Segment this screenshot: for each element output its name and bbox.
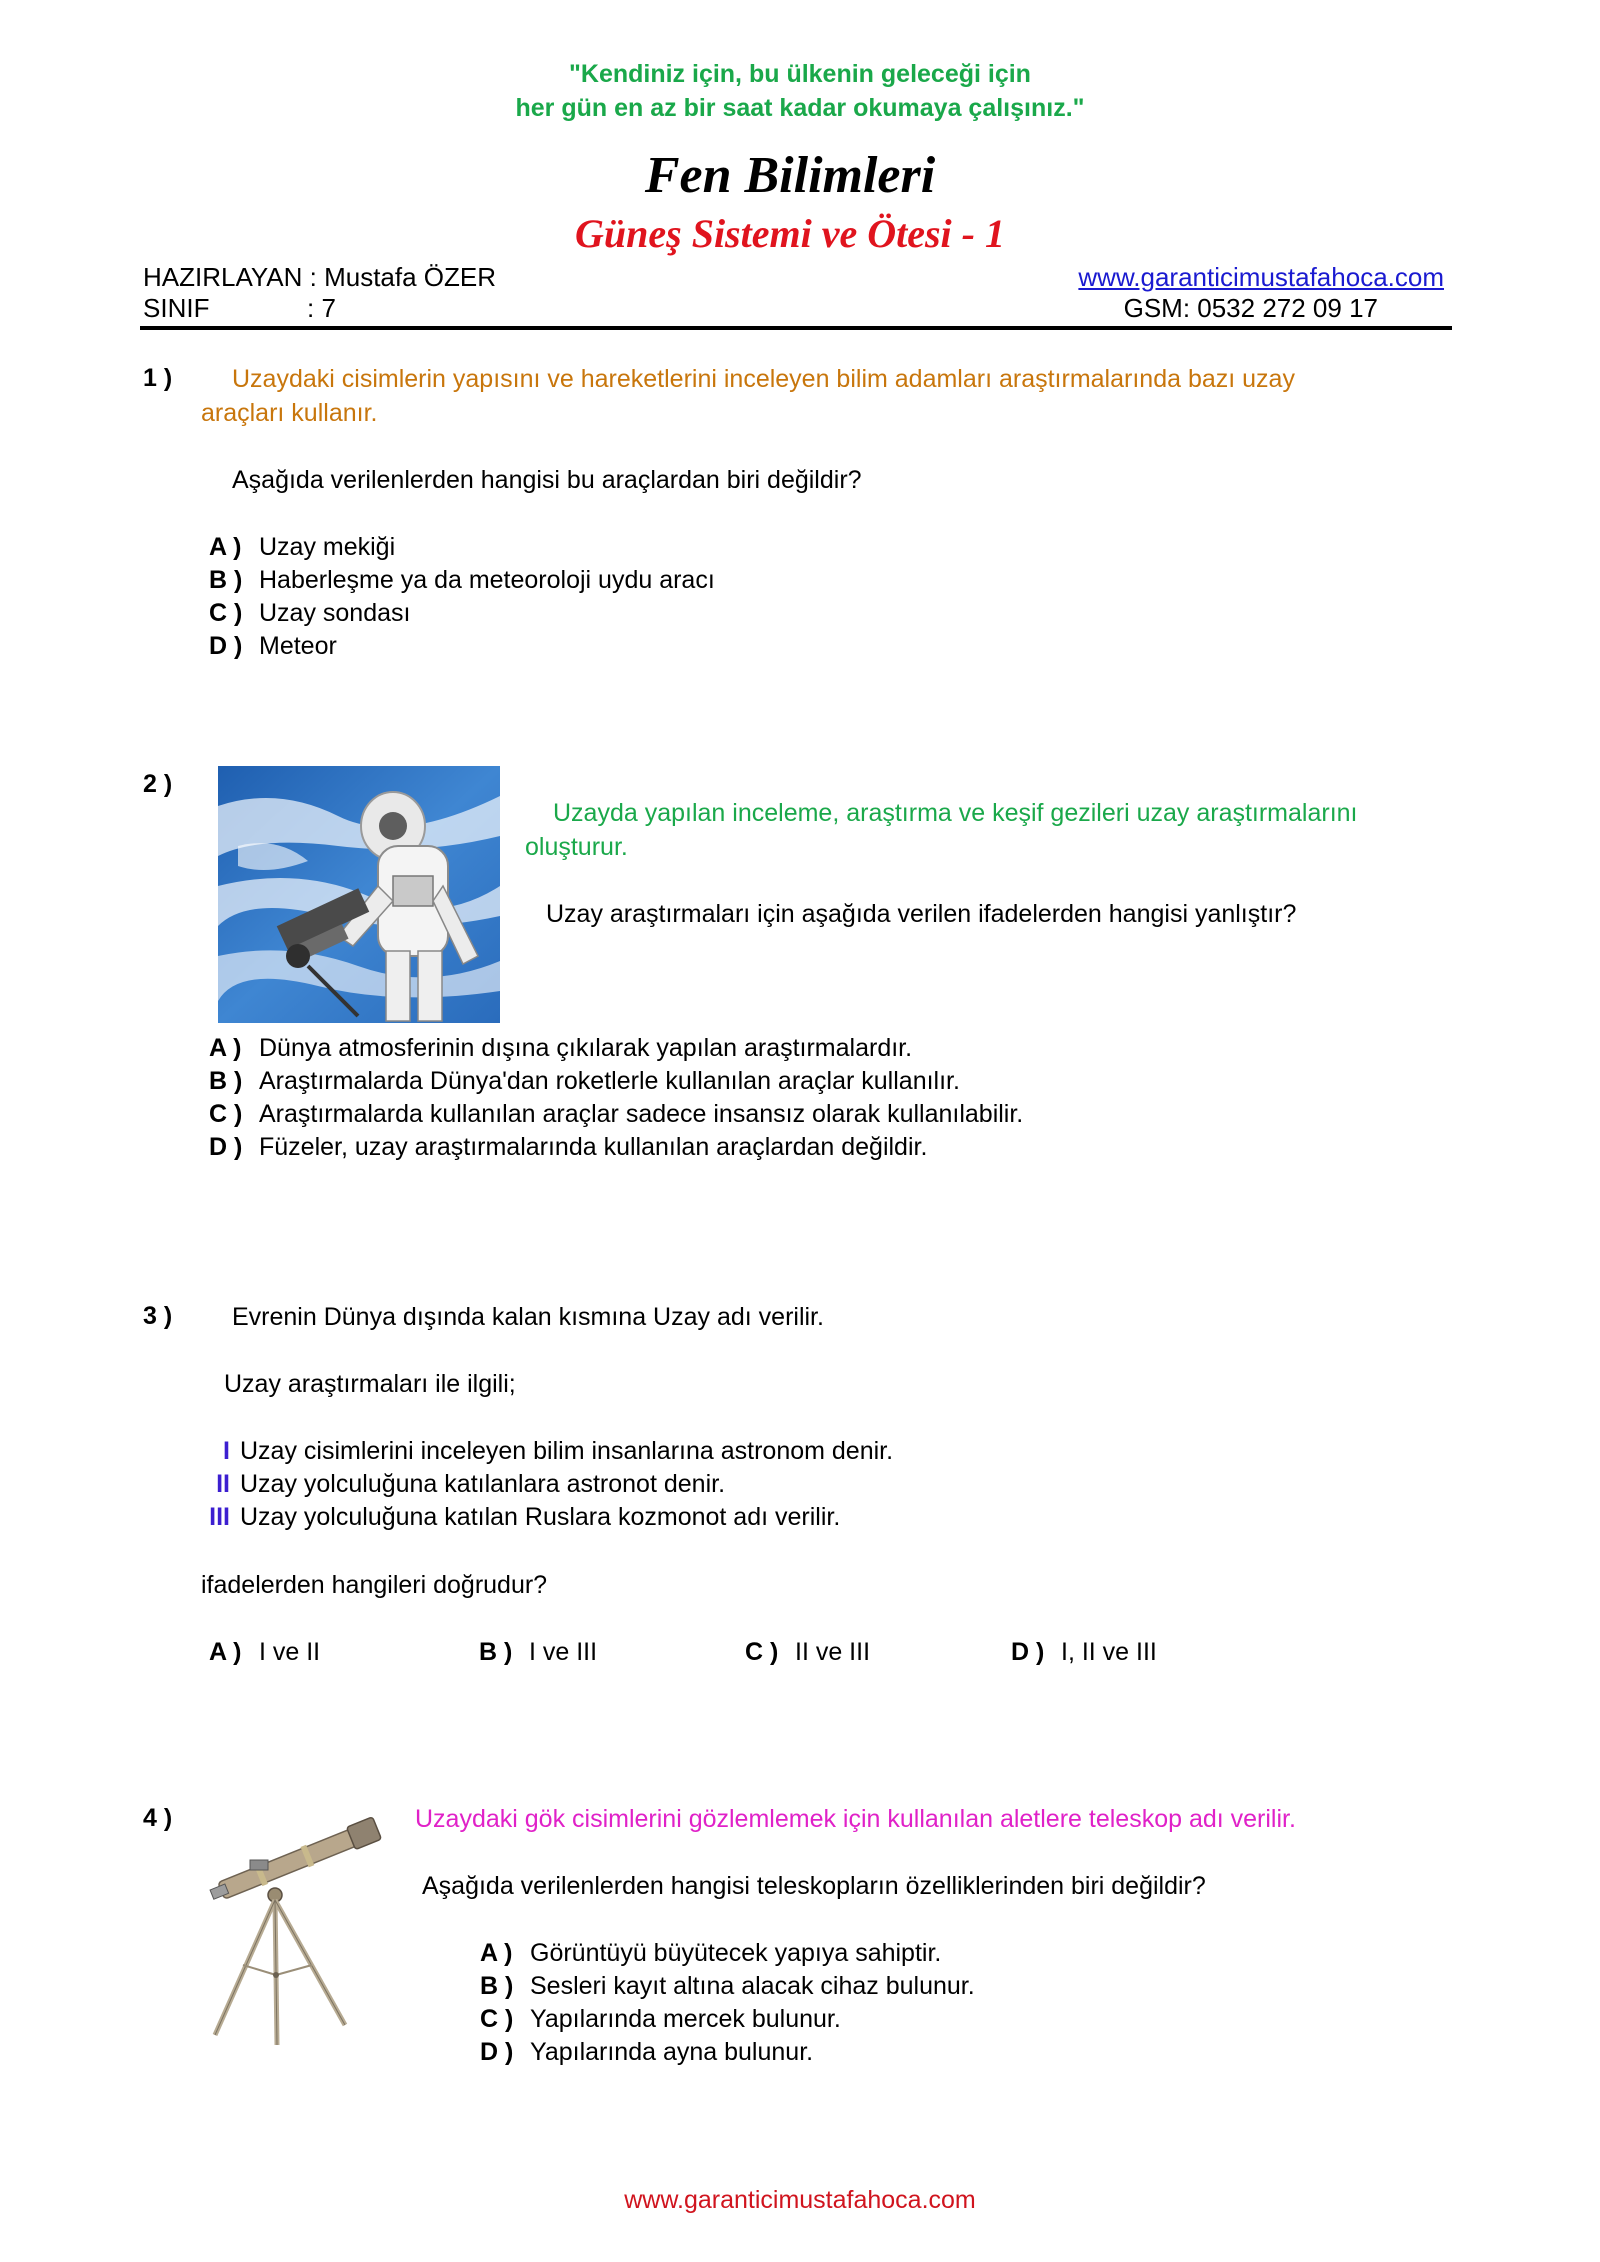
option-c[interactable] — [209, 1098, 1023, 1131]
question-4-options — [480, 1937, 975, 2069]
option-text: Sesleri kayıt altına alacak cihaz bulunur. — [530, 1972, 975, 2000]
roman-numeral: II — [216, 1470, 230, 1498]
author-label: HAZIRLAYAN : Mustafa ÖZER — [143, 262, 497, 292]
page-subtitle: Güneş Sistemi ve Ötesi - 1 — [575, 211, 1005, 256]
question-3-option-c[interactable] — [745, 1636, 870, 1669]
option-a[interactable] — [209, 1032, 1023, 1065]
option-text: Meteor — [259, 632, 337, 660]
option-letter: A ) — [209, 1638, 242, 1666]
footer-website[interactable]: www.garanticimustafahoca.com — [624, 2186, 976, 2214]
header-divider — [140, 326, 1452, 330]
option-b[interactable] — [209, 1065, 1023, 1098]
class-label: SINIF — [143, 293, 210, 323]
question-1-text: Aşağıda verilenlerden hangisi bu araçlardan biri değildir? — [232, 466, 862, 494]
option-text: Görüntüyü büyütecek yapıya sahiptir. — [530, 1939, 942, 1967]
option-letter: B ) — [480, 1972, 514, 2000]
option-text: Araştırmalarda Dünya'dan roketlerle kullanılan araçlar kullanılır. — [259, 1067, 960, 1095]
gsm-number: GSM: 0532 272 09 17 — [1123, 293, 1378, 323]
question-2-text: Uzay araştırmaları için aşağıda verilen ifadelerden hangisi yanlıştır? — [546, 900, 1297, 928]
option-text: Uzay mekiği — [259, 533, 396, 561]
question-4-text: Aşağıda verilenlerden hangisi teleskopların özelliklerinden biri değildir? — [422, 1872, 1206, 1900]
option-text: Haberleşme ya da meteoroloji uydu aracı — [259, 566, 715, 594]
option-text: II ve III — [795, 1638, 871, 1666]
option-text: I ve III — [529, 1638, 598, 1666]
option-letter: A ) — [209, 1034, 242, 1062]
option-letter: B ) — [479, 1638, 513, 1666]
option-text: Yapılarında mercek bulunur. — [530, 2005, 841, 2033]
option-letter: D ) — [209, 632, 243, 660]
motto-line-1: "Kendiniz için, bu ülkenin geleceği için — [569, 60, 1031, 88]
class-value: : 7 — [307, 293, 336, 323]
option-letter: D ) — [209, 1133, 243, 1161]
option-c[interactable] — [480, 2003, 975, 2036]
question-2-intro-line-1: Uzayda yapılan inceleme, araştırma ve keşif gezileri uzay araştırmalarını — [553, 799, 1358, 827]
roman-numeral: I — [223, 1437, 230, 1465]
option-b[interactable] — [209, 564, 715, 597]
option-c[interactable] — [209, 597, 715, 630]
option-letter: D ) — [1011, 1638, 1045, 1666]
statement-text: Uzay yolculuğuna katılanlara astronot denir. — [240, 1470, 726, 1498]
option-letter: C ) — [209, 1100, 243, 1128]
option-letter: B ) — [209, 566, 243, 594]
question-1-options — [209, 531, 715, 663]
option-letter: C ) — [480, 2005, 514, 2033]
question-3-option-d[interactable] — [1011, 1636, 1157, 1669]
option-text: Füzeler, uzay araştırmalarında kullanılan araçlardan değildir. — [259, 1133, 928, 1161]
option-d[interactable] — [209, 1131, 1023, 1164]
question-2-intro-line-2: oluşturur. — [525, 833, 628, 861]
option-letter: D ) — [480, 2038, 514, 2066]
option-letter: C ) — [745, 1638, 779, 1666]
option-letter: A ) — [480, 1939, 513, 1967]
question-1-intro-line-2: araçları kullanır. — [201, 399, 378, 427]
question-3-text: ifadelerden hangileri doğrudur? — [201, 1571, 548, 1599]
question-1-number: 1 ) — [143, 364, 173, 392]
question-3-option-b[interactable] — [479, 1636, 597, 1669]
statement-text: Uzay cisimlerini inceleyen bilim insanlarına astronom denir. — [240, 1437, 894, 1465]
question-3-option-a[interactable] — [209, 1636, 320, 1669]
option-d[interactable] — [480, 2036, 975, 2069]
option-text: Yapılarında ayna bulunur. — [530, 2038, 814, 2066]
question-3-lead: Uzay araştırmaları ile ilgili; — [224, 1370, 516, 1398]
question-3-statements — [180, 1435, 893, 1534]
question-1-intro-line-1: Uzaydaki cisimlerin yapısını ve hareketlerini inceleyen bilim adamları araştırmalarında bazı uzay — [232, 365, 1295, 393]
question-2-options — [209, 1032, 1023, 1164]
astronaut-image — [218, 766, 500, 1023]
question-4-intro: Uzaydaki gök cisimlerini gözlemlemek için kullanılan aletlere teleskop adı verilir. — [415, 1805, 1296, 1833]
question-2-number: 2 ) — [143, 770, 173, 798]
roman-numeral: III — [209, 1503, 230, 1531]
option-d[interactable] — [209, 630, 715, 663]
website-link[interactable]: www.garanticimustafahoca.com — [1078, 262, 1444, 292]
statement-ii — [180, 1468, 893, 1501]
telescope-image — [195, 1800, 395, 2050]
question-3-number: 3 ) — [143, 1302, 173, 1330]
option-a[interactable] — [480, 1937, 975, 1970]
option-text: I, II ve III — [1061, 1638, 1157, 1666]
option-letter: B ) — [209, 1067, 243, 1095]
motto-line-2: her gün en az bir saat kadar okumaya çalışınız." — [515, 94, 1085, 122]
option-letter: A ) — [209, 533, 242, 561]
option-text: Araştırmalarda kullanılan araçlar sadece insansız olarak kullanılabilir. — [259, 1100, 1024, 1128]
option-text: Dünya atmosferinin dışına çıkılarak yapılan araştırmalardır. — [259, 1034, 913, 1062]
option-text: Uzay sondası — [259, 599, 411, 627]
option-b[interactable] — [480, 1970, 975, 2003]
statement-text: Uzay yolculuğuna katılan Ruslara kozmonot adı verilir. — [240, 1503, 841, 1531]
option-a[interactable] — [209, 531, 715, 564]
question-4-number: 4 ) — [143, 1804, 173, 1832]
question-3-intro: Evrenin Dünya dışında kalan kısmına Uzay adı verilir. — [232, 1303, 824, 1331]
statement-i — [180, 1435, 893, 1468]
option-letter: C ) — [209, 599, 243, 627]
page-title: Fen Bilimleri — [644, 147, 936, 204]
statement-iii — [180, 1501, 893, 1534]
option-text: I ve II — [259, 1638, 321, 1666]
